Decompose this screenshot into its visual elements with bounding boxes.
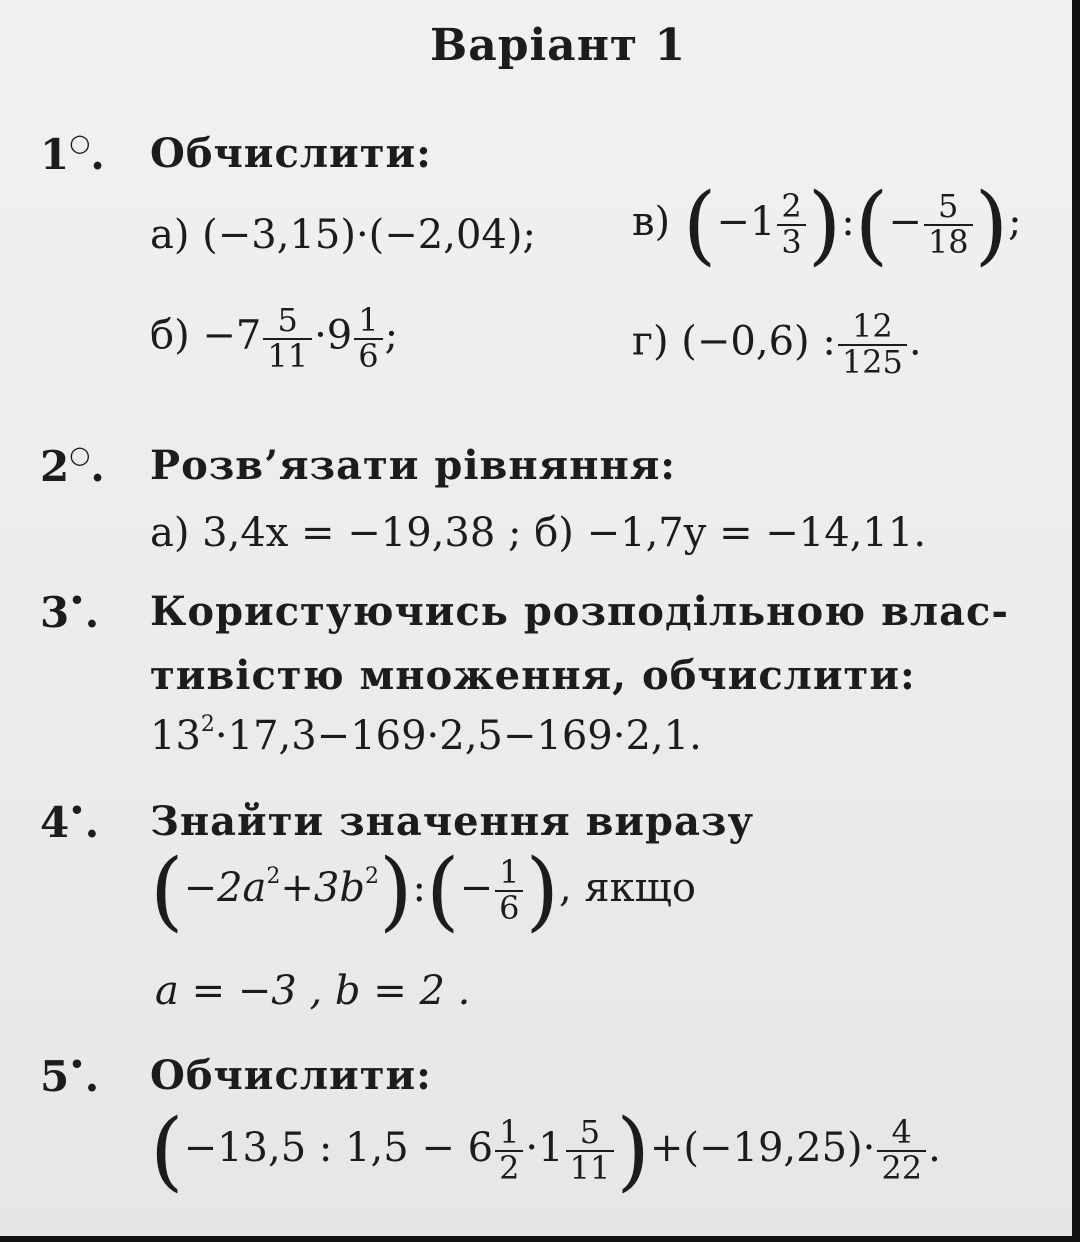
task-1a: а) (−3,15)·(−2,04); (150, 212, 536, 258)
divide-sign: : (412, 865, 426, 911)
task-2-equations: а) 3,4x = −19,38 ; б) −1,7y = −14,11. (150, 510, 927, 556)
task-5-expression: (−13,5 : 1,5 − 6 $\frac{1}{2}$ ·1 $\frac{5}{11}$ )+(−19,25)· $\frac{4}{22}$ . (150, 1101, 941, 1201)
condition-word: , якщо (559, 865, 696, 911)
difficulty-mark: • (69, 586, 85, 615)
task-4-expression: $(-2a^2+3b^2):(-$ $\frac{1}{6}$ ), якщо (150, 841, 696, 941)
fraction: $\frac{5}{11}$ (263, 304, 312, 373)
task-number: 4 (40, 798, 70, 847)
task-2-heading: Розв’язати рівняння: (150, 442, 677, 489)
task-1-heading: Обчислити: (150, 130, 432, 177)
difficulty-mark: • (69, 796, 85, 825)
task-5-heading: Обчислити: (150, 1052, 432, 1099)
task-number: 3 (40, 588, 70, 637)
task-number: 1 (40, 130, 70, 179)
task-3-heading-cont: тивістю множення, обчислити: (150, 652, 916, 699)
fraction: $\frac{1}{6}$ (354, 304, 382, 373)
mixed-whole: −1 (716, 199, 776, 245)
task-1g: г) (−0,6) : $\frac{12}{125}$ . (632, 307, 922, 381)
fraction: $\frac{2}{3}$ (777, 190, 805, 259)
fraction: $\frac{5}{18}$ (924, 190, 973, 259)
task-1v: в) (−1 $\frac{2}{3}$ ):(− $\frac{5}{18}$ ); (632, 175, 1022, 275)
divide-sign: : (841, 199, 855, 245)
variant-title: Варіант 1 (430, 20, 687, 71)
fraction: $\frac{5}{11}$ (566, 1116, 615, 1185)
task-number: 2 (40, 442, 70, 491)
difficulty-mark: ○ (69, 440, 91, 469)
fraction: $\frac{1}{6}$ (495, 856, 523, 925)
fraction: $\frac{12}{125}$ (838, 310, 907, 379)
fraction: $\frac{4}{22}$ (877, 1116, 926, 1185)
difficulty-mark: ○ (69, 128, 91, 157)
task-4-heading: Знайти значення виразу (150, 798, 755, 845)
task-3-expression: $13^2\cdot 17,3-169\cdot 2,5-169\cdot 2,1$. (150, 712, 702, 759)
task-1b: б) −7 $\frac{5}{11}$ ·9 $\frac{1}{6}$ ; (150, 301, 399, 375)
fraction: $\frac{1}{2}$ (495, 1116, 523, 1185)
task-5-number: 5•. (40, 1050, 100, 1101)
task-1-number: 1○. (40, 128, 105, 179)
task-4-number: 4•. (40, 796, 100, 847)
task-number: 5 (40, 1052, 70, 1101)
task-4-values: a = −3 , b = 2 . (155, 968, 471, 1014)
difficulty-mark: • (69, 1050, 85, 1079)
item-label: в) (632, 199, 671, 245)
task-3-heading: Користуючись розподільною влас- (150, 588, 1009, 635)
task-2-number: 2○. (40, 440, 105, 491)
task-3-number: 3•. (40, 586, 100, 637)
